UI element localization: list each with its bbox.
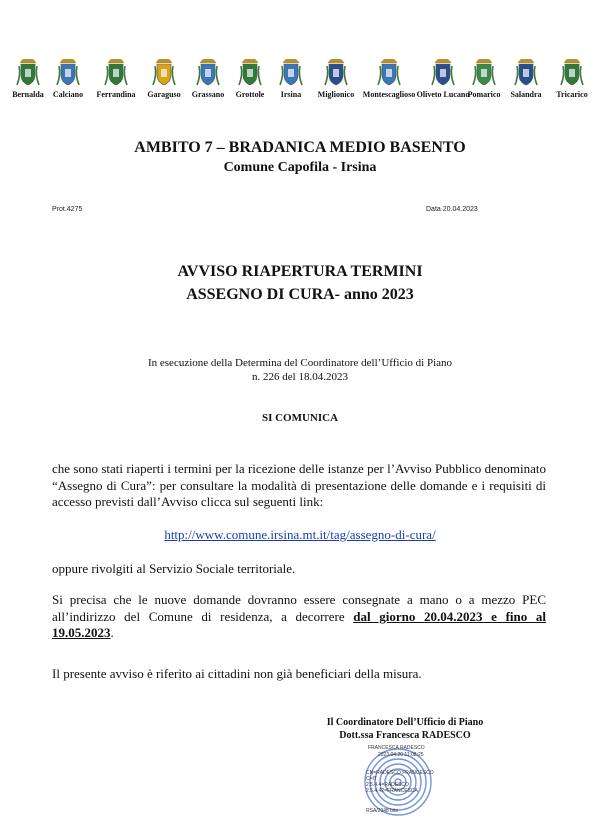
coat-of-arms-icon	[471, 58, 497, 88]
stamp-surname: 2.5.4.4=RADESCO	[366, 782, 409, 788]
crest-miglionico	[309, 58, 363, 99]
crest-label: Montescaglioso	[362, 90, 416, 99]
signature-name: Dott.ssa Francesca RADESCO	[339, 730, 471, 741]
crest-calciano	[41, 58, 95, 99]
body-paragraph-2: oppure rivolgiti al Servizio Sociale territoriale.	[52, 561, 296, 576]
stamp-givenname: 2.5.4.42=FRANCESCA	[366, 788, 418, 794]
crest-label: Pomarico	[467, 90, 501, 99]
si-comunica-heading: SI COMUNICA	[261, 412, 339, 424]
body-paragraph-3-end: .	[110, 625, 114, 640]
notice-subtitle: ASSEGNO DI CURA- anno 2023	[186, 286, 414, 303]
stamp-signer: FRANCESCA RADESCO	[368, 745, 425, 751]
coat-of-arms-icon	[376, 58, 402, 88]
crest-tricarico	[545, 58, 599, 99]
crest-label: Ferrandina	[96, 90, 136, 99]
coat-of-arms-icon	[15, 58, 41, 88]
stamp-country: C=IT	[366, 776, 377, 782]
crest-ferrandina	[89, 58, 143, 99]
body-paragraph-3-text: Si precisa che le nuove domande dovranno essere consegnate a mano o a mezzo PEC all’indirizzo del Comune di residenza, a decorrere	[52, 592, 546, 624]
digital-signature-stamp	[362, 744, 434, 816]
coat-of-arms-icon	[55, 58, 81, 88]
determina-line-1: In esecuzione della Determina del Coordinatore dell’Ufficio di Piano	[147, 357, 453, 369]
body-paragraph-1: che sono stati riaperti i termini per la ricezione delle istanze per l’Avviso Pubblico denominato “Assegno di Cura”: per consultare la modalità di presentazione delle domande e i requisiti di accesso previsti dall’Avviso clicca sul seguenti link:	[52, 461, 546, 509]
document-date: Data 20.04.2023	[426, 206, 478, 213]
determina-line-2: n. 226 del 18.04.2023	[252, 371, 348, 383]
crest-label: Garaguso	[147, 90, 181, 99]
coat-of-arms-icon	[559, 58, 585, 88]
deadline-dates: dal giorno 20.04.2023 e fino al 19.05.2023	[52, 608, 546, 640]
municipality-crests-row	[0, 58, 600, 114]
ambito-title: AMBITO 7 – BRADANICA MEDIO BASENTO	[134, 139, 466, 156]
capofila-subtitle: Comune Capofila - Irsina	[223, 160, 377, 175]
coat-of-arms-icon	[430, 58, 456, 88]
coat-of-arms-icon	[278, 58, 304, 88]
crest-label: Calciano	[52, 90, 84, 99]
crest-montescaglioso	[362, 58, 416, 99]
assegno-di-cura-link[interactable]: http://www.comune.irsina.mt.it/tag/assegno-di-cura/	[164, 527, 436, 542]
stamp-key: RSA/2048 bits	[366, 808, 398, 814]
coat-of-arms-icon	[151, 58, 177, 88]
signature-role: Il Coordinatore Dell’Ufficio di Piano	[326, 717, 484, 728]
stamp-timestamp: 2023.04.20 11:08:25	[378, 752, 424, 758]
coat-of-arms-icon	[513, 58, 539, 88]
body-paragraph-3	[52, 592, 546, 642]
crest-label: Bernalda	[12, 90, 44, 99]
crest-label: Oliveto Lucano	[416, 90, 470, 99]
crest-label: Grottole	[235, 90, 265, 99]
crest-label: Salandra	[510, 90, 542, 99]
crest-label: Tricarico	[556, 90, 588, 99]
coat-of-arms-icon	[237, 58, 263, 88]
coat-of-arms-icon	[195, 58, 221, 88]
stamp-cn: CN=RADESCO FRANCESCO	[366, 770, 434, 776]
notice-title: AVVISO RIAPERTURA TERMINI	[177, 263, 423, 280]
crest-label: Grassano	[191, 90, 225, 99]
body-paragraph-4: Il presente avviso è riferito ai cittadini non già beneficiari della misura.	[52, 666, 422, 681]
crest-label: Irsina	[280, 90, 302, 99]
coat-of-arms-icon	[103, 58, 129, 88]
coat-of-arms-icon	[323, 58, 349, 88]
crest-label: Miglionico	[317, 90, 355, 99]
protocol-number: Prot.4275	[52, 206, 83, 213]
